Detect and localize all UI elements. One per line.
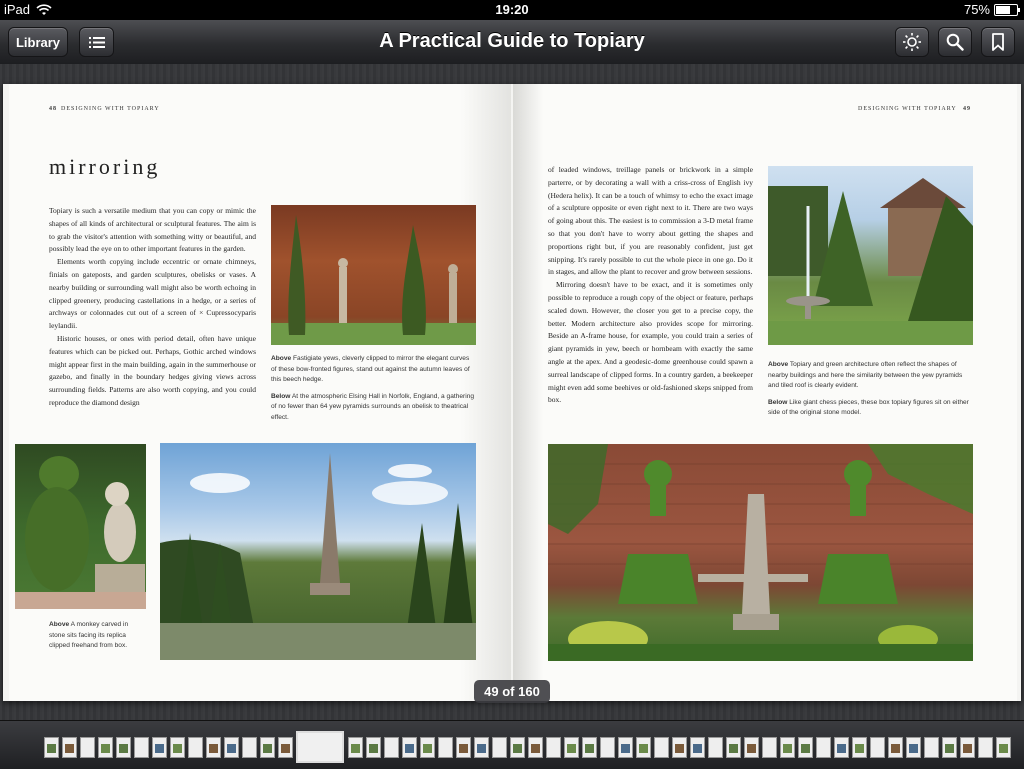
left-page-number: 48 bbox=[49, 106, 57, 112]
page-thumbnail[interactable] bbox=[942, 737, 957, 758]
page-thumbnail[interactable] bbox=[62, 737, 77, 758]
page-thumbnail[interactable] bbox=[116, 737, 131, 758]
page-thumbnail[interactable] bbox=[366, 737, 381, 758]
page-thumbnail[interactable] bbox=[852, 737, 867, 758]
fountain-pyramids-illustration bbox=[768, 166, 973, 345]
device-label: iPad bbox=[4, 2, 31, 17]
page-thumbnail[interactable] bbox=[278, 737, 293, 758]
page-thumbnail[interactable] bbox=[996, 737, 1011, 758]
left-paragraph: Topiary is such a versatile medium that you can copy or mimic the shapes of all kinds of architectural or sculptural features. The aim is to grab the visitor's attention with something witty or beautiful, and possibly lead the eye on to other important features in the garden. bbox=[49, 206, 256, 254]
table-of-contents-button[interactable] bbox=[79, 27, 114, 57]
brightness-button[interactable] bbox=[895, 27, 929, 57]
page-thumbnail[interactable] bbox=[924, 737, 939, 758]
right-page-number: 49 bbox=[963, 106, 971, 112]
page-thumbnail[interactable] bbox=[384, 737, 399, 758]
battery-fill bbox=[996, 6, 1010, 14]
beech-hedge-photo bbox=[271, 205, 476, 345]
left-caption-top bbox=[271, 354, 476, 424]
yew-figures-illustration bbox=[271, 205, 476, 345]
page-thumbnail[interactable] bbox=[978, 737, 993, 758]
thumbnail-photo bbox=[423, 744, 432, 753]
search-button[interactable] bbox=[938, 27, 972, 57]
page-thumbnail[interactable] bbox=[780, 737, 795, 758]
page-scrubber[interactable] bbox=[0, 720, 1024, 769]
caption-label: Above bbox=[271, 355, 292, 362]
page-thumbnail[interactable] bbox=[474, 737, 489, 758]
page-thumbnail[interactable] bbox=[420, 737, 435, 758]
clock: 19:20 bbox=[495, 2, 529, 17]
bookmark-icon bbox=[991, 33, 1005, 51]
thumbnail-photo bbox=[173, 744, 182, 753]
thumbnail-photo bbox=[477, 744, 486, 753]
caption-text: A monkey carved in stone sits facing its replica clipped freehand from box. bbox=[49, 621, 129, 650]
right-paragraph: of leaded windows, treillage panels or brickwork in a simple parterre, or by decorating a wall with a criss-cross of English ivy (Hedera helix). It can be a touch of whimsy to echo the exact image of a sculpture opposite or even right next to it. There are two ways of going about this. The easiest is to commission a 3-D metal frame so that you don't have to worry about getting the shapes and proportions right but, if you are reasonably confident, just get snipping. It's rarely possible to cut the whole piece in one go. Do it in stages, and allow the plant to recover and grow between sessions. bbox=[548, 165, 753, 277]
thumbnail-photo bbox=[729, 744, 738, 753]
page-thumbnail[interactable] bbox=[80, 737, 95, 758]
right-running-head bbox=[858, 106, 975, 112]
brick-wall-topiary-photo bbox=[548, 444, 973, 661]
thumbnail-photo bbox=[209, 744, 218, 753]
page-thumbnail[interactable] bbox=[188, 737, 203, 758]
battery-percent: 75% bbox=[963, 2, 990, 17]
left-paragraph: Elements worth copying include eccentric or ornate chimneys, finials on gateposts, and garden sculptures, obelisks or vases. A nearby building or surrounding wall might also be worth echoing in clipped greenery, producing castellations in a hedge, or a series of archways or colonnades cut out of a screen of × Cupressocyparis leylandii. bbox=[49, 257, 256, 331]
chapter-title: mirroring bbox=[49, 154, 161, 179]
thumbnail-photo bbox=[639, 744, 648, 753]
left-running-head-text: DESIGNING WITH TOPIARY bbox=[61, 106, 160, 112]
library-button[interactable]: Library bbox=[8, 27, 68, 57]
page-thumbnail[interactable] bbox=[636, 737, 651, 758]
obelisk-garden-photo bbox=[160, 443, 476, 660]
page-thumbnail[interactable] bbox=[798, 737, 813, 758]
thumbnail-photo bbox=[119, 744, 128, 753]
left-page[interactable] bbox=[9, 84, 511, 701]
monkey-figures-illustration bbox=[15, 444, 146, 609]
caption-label: Above bbox=[768, 361, 789, 368]
bookmark-button[interactable] bbox=[981, 27, 1015, 57]
thumbnail-photo bbox=[405, 744, 414, 753]
page-thumbnail[interactable] bbox=[242, 737, 257, 758]
thumbnail-photo bbox=[837, 744, 846, 753]
left-caption-bottom bbox=[49, 620, 146, 652]
page-thumbnail[interactable] bbox=[834, 737, 849, 758]
page-thumbnail[interactable] bbox=[564, 737, 579, 758]
thumbnail-photo bbox=[459, 744, 468, 753]
page-thumbnail[interactable] bbox=[528, 737, 543, 758]
page-thumbnail[interactable] bbox=[546, 737, 561, 758]
page-thumbnail[interactable] bbox=[510, 737, 525, 758]
thumbnail-photo bbox=[281, 744, 290, 753]
thumbnail-photo bbox=[513, 744, 522, 753]
page-thumbnail[interactable] bbox=[960, 737, 975, 758]
right-running-head-text: DESIGNING WITH TOPIARY bbox=[858, 106, 957, 112]
page-thumbnail[interactable] bbox=[582, 737, 597, 758]
thumbnail-photo bbox=[101, 744, 110, 753]
book-spread[interactable] bbox=[3, 84, 1021, 701]
thumbnail-photo bbox=[693, 744, 702, 753]
page-thumbnail[interactable] bbox=[906, 737, 921, 758]
thumbnail-photo bbox=[531, 744, 540, 753]
search-icon bbox=[946, 33, 964, 51]
page-thumbnail[interactable] bbox=[456, 737, 471, 758]
page-thumbnail[interactable] bbox=[438, 737, 453, 758]
thumbnail-photo bbox=[567, 744, 576, 753]
left-paragraph: Historic houses, or ones with period detail, often have unique features which can be picked out. Perhaps, Gothic arched windows might appear first in the main building, again in the summerhouse or gazebo, and finally in the boundary hedges giving views across surrounding fields. Patterns are also worth copying, and you could reproduce the diamond design bbox=[49, 333, 256, 407]
page-thumbnail[interactable] bbox=[618, 737, 633, 758]
thumbnail-photo bbox=[747, 744, 756, 753]
right-body-text bbox=[548, 164, 753, 407]
page-thumbnail[interactable] bbox=[224, 737, 239, 758]
page-thumbnail[interactable] bbox=[152, 737, 167, 758]
page-thumbnail[interactable] bbox=[816, 737, 831, 758]
page-thumbnail[interactable] bbox=[888, 737, 903, 758]
thumbnail-photo bbox=[585, 744, 594, 753]
thumbnail-photo bbox=[891, 744, 900, 753]
left-body-text bbox=[49, 205, 256, 410]
page-thumbnail[interactable] bbox=[744, 737, 759, 758]
right-caption bbox=[768, 360, 973, 419]
caption-label: Above bbox=[49, 621, 70, 628]
page-thumbnail[interactable] bbox=[690, 737, 705, 758]
left-running-head bbox=[49, 106, 160, 112]
caption-label: Below bbox=[768, 398, 788, 406]
thumbnail-photo bbox=[801, 744, 810, 753]
brightness-icon bbox=[903, 33, 921, 51]
right-page[interactable] bbox=[513, 84, 1017, 701]
reader-toolbar bbox=[0, 20, 1024, 65]
caption-label: Below bbox=[271, 392, 291, 400]
thumbnail-photo bbox=[47, 744, 56, 753]
monkey-topiary-photo bbox=[15, 444, 146, 609]
book-title: A Practical Guide to Topiary bbox=[379, 30, 645, 52]
page-thumbnail[interactable] bbox=[672, 737, 687, 758]
page-thumbnail[interactable] bbox=[762, 737, 777, 758]
current-page-thumbnail[interactable] bbox=[296, 731, 344, 763]
thumbnail-photo bbox=[263, 744, 272, 753]
chess-topiary-illustration bbox=[548, 444, 973, 661]
thumbnail-photo bbox=[65, 744, 74, 753]
right-paragraph: Mirroring doesn't have to be exact, and it is sometimes only possible to reproduce a rough copy of the object or feature, perhaps scaled down. However, the closer you get to a precise copy, the better. Modern architecture also provides scope for mirroring. Beside an A-frame house, for example, you could train a series of giant pyramids in yew, beech or hornbeam with exactly the same angle at the apex. And a geodesic-dome greenhouse could spawn a surreal landscape of clipped forms. In a country garden, a beekeeper might even add some beehives or old-fashioned skeps snipped from box. bbox=[548, 280, 753, 405]
caption-text: Fastigiate yews, cleverly clipped to mirror the elegant curves of these bow-fronted figures, stand out against the autumn leaves of this beech hedge. bbox=[271, 355, 470, 384]
thumbnail-photo bbox=[783, 744, 792, 753]
page-thumbnail[interactable] bbox=[402, 737, 417, 758]
thumbnail-photo bbox=[369, 744, 378, 753]
page-thumbnail[interactable] bbox=[870, 737, 885, 758]
thumbnail-photo bbox=[909, 744, 918, 753]
page-thumbnail[interactable] bbox=[44, 737, 59, 758]
caption-text: At the atmospheric Elsing Hall in Norfolk, England, a gathering of no fewer than 64 yew pyramids surrounds an obelisk to theatrical effect. bbox=[271, 392, 475, 421]
thumbnail-photo bbox=[945, 744, 954, 753]
page-thumbnail[interactable] bbox=[260, 737, 275, 758]
thumbnail-photo bbox=[227, 744, 236, 753]
page-thumbnail[interactable] bbox=[654, 737, 669, 758]
page-indicator: 49 of 160 bbox=[474, 680, 550, 703]
page-thumbnail[interactable] bbox=[492, 737, 507, 758]
yew-pyramids-illustration bbox=[160, 443, 476, 660]
page-thumbnail[interactable] bbox=[600, 737, 615, 758]
fountain-garden-photo bbox=[768, 166, 973, 345]
thumbnail-photo bbox=[999, 744, 1008, 753]
list-icon bbox=[89, 36, 105, 49]
thumbnail-photo bbox=[963, 744, 972, 753]
page-thumbnail[interactable] bbox=[348, 737, 363, 758]
page-thumbnail[interactable] bbox=[98, 737, 113, 758]
thumbnail-photo bbox=[855, 744, 864, 753]
page-thumbnail[interactable] bbox=[170, 737, 185, 758]
page-thumbnail[interactable] bbox=[206, 737, 221, 758]
caption-text: Like giant chess pieces, these box topiary figures sit on either side of the original stone model. bbox=[768, 398, 969, 417]
thumbnail-photo bbox=[621, 744, 630, 753]
status-bar bbox=[0, 0, 1024, 20]
thumbnail-photo bbox=[351, 744, 360, 753]
battery-icon bbox=[994, 4, 1018, 16]
caption-text: Topiary and green architecture often reflect the shapes of nearby buildings and here the similarity between the yew pyramids and tiled roof is clearly evident. bbox=[768, 361, 963, 390]
page-thumbnail[interactable] bbox=[134, 737, 149, 758]
page-thumbnail[interactable] bbox=[708, 737, 723, 758]
thumbnail-photo bbox=[675, 744, 684, 753]
thumbnail-photo bbox=[155, 744, 164, 753]
page-thumbnail[interactable] bbox=[726, 737, 741, 758]
